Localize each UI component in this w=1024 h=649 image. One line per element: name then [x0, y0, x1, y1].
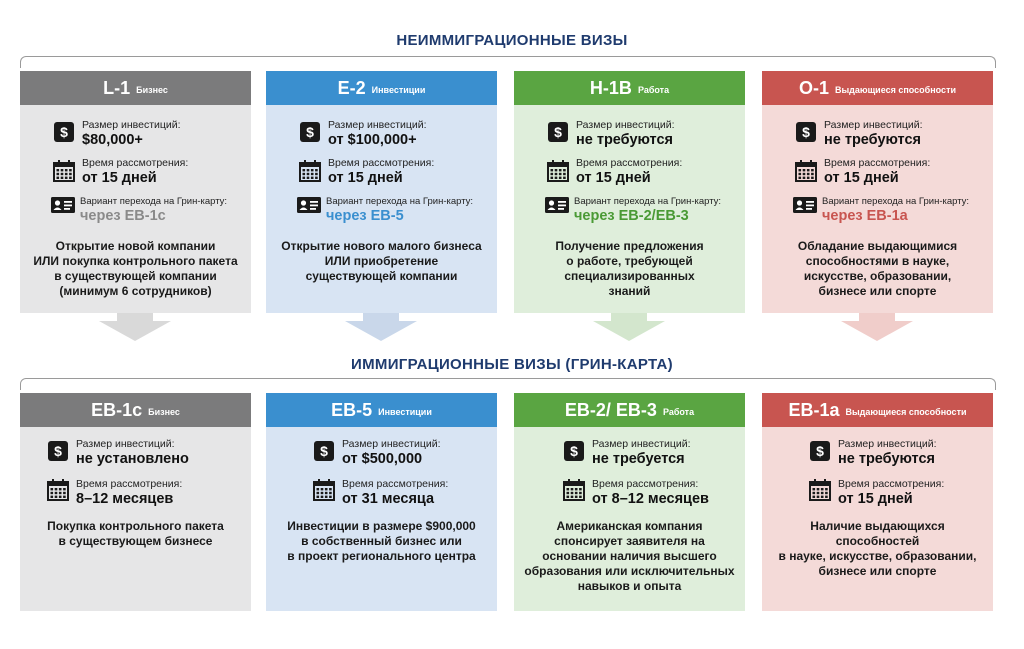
card-body	[20, 427, 251, 611]
card-header	[762, 71, 993, 105]
investment-value: не требуются	[838, 451, 935, 467]
card-header	[514, 71, 745, 105]
calendar-icon	[53, 160, 75, 187]
greencard-path-label: Вариант перехода на Грин-карту:	[80, 196, 228, 207]
processing-time-value: 8–12 месяцев	[76, 491, 174, 507]
calendar-icon	[563, 479, 585, 506]
visa-code: EB-2/ EB-3	[564, 399, 657, 420]
calendar-icon	[795, 160, 817, 187]
investment-label: Размер инвестиций:	[82, 119, 181, 131]
dollar-icon: $	[564, 441, 584, 461]
card-description	[24, 519, 247, 549]
visa-category: Работа	[662, 407, 695, 417]
visa-code: E-2	[337, 77, 366, 98]
description-line: бизнесе или спорте	[818, 564, 937, 578]
card-body	[762, 105, 993, 313]
visa-code: EB-1a	[788, 399, 840, 420]
visa-category: Выдающиеся способности	[835, 85, 957, 95]
calendar-icon	[547, 160, 569, 187]
card-body	[266, 427, 497, 611]
description-line: Инвестиции в размере $900,000	[287, 519, 476, 533]
greencard-path-label: Вариант перехода на Грин-карту:	[574, 196, 722, 207]
top-card-3	[514, 71, 745, 313]
description-line: знаний	[608, 284, 651, 298]
calendar-icon	[47, 479, 69, 506]
visa-code: EB-1c	[91, 399, 143, 420]
dollar-icon: $	[810, 441, 830, 461]
visa-category: Инвестиции	[371, 85, 426, 95]
processing-time-value: от 15 дней	[576, 170, 651, 186]
dollar-icon: $	[54, 122, 74, 142]
arrow-down-icon	[841, 313, 913, 341]
visa-category: Выдающиеся способности	[845, 407, 967, 417]
investment-value: $80,000+	[82, 132, 143, 148]
description-line: ИЛИ приобретение	[324, 254, 439, 268]
investment-label: Размер инвестиций:	[328, 119, 427, 131]
description-line: в проект регионального центра	[287, 549, 476, 563]
processing-time-label: Время рассмотрения:	[328, 157, 435, 169]
calendar-icon	[313, 479, 335, 506]
card-header	[514, 393, 745, 427]
description-line: (минимум 6 сотрудников)	[59, 284, 212, 298]
card-description	[766, 239, 989, 299]
description-line: спонсирует заявителя на	[554, 534, 705, 548]
description-line: навыков и опыта	[577, 579, 682, 593]
processing-time-value: от 15 дней	[82, 170, 157, 186]
arrow-down-icon	[593, 313, 665, 341]
card-header	[20, 71, 251, 105]
visa-category: Бизнес	[148, 407, 180, 417]
description-line: Наличие выдающихся	[810, 519, 945, 533]
card-header	[266, 393, 497, 427]
top-card-2	[266, 71, 497, 313]
investment-label: Размер инвестиций:	[76, 438, 175, 450]
processing-time-label: Время рассмотрения:	[592, 478, 699, 490]
bottom-card-4	[762, 393, 993, 611]
description-line: способностями в науке,	[805, 254, 950, 268]
card-body	[20, 105, 251, 313]
description-line: Обладание выдающимися	[797, 239, 958, 253]
dollar-icon: $	[48, 441, 68, 461]
description-line: Открытие новой компании	[55, 239, 216, 253]
card-description	[24, 239, 247, 299]
arrow-down-icon	[99, 313, 171, 341]
top-card-4	[762, 71, 993, 313]
greencard-path-value: через EB-1c	[80, 208, 166, 224]
greencard-path-value: через EB-2/EB-3	[574, 208, 689, 224]
investment-value: не требуется	[592, 451, 685, 467]
card-body	[514, 105, 745, 313]
description-line: искусстве, образовании,	[803, 269, 952, 283]
description-line: о работе, требующей	[566, 254, 693, 268]
processing-time-label: Время рассмотрения:	[76, 478, 183, 490]
investment-value: от $100,000+	[328, 132, 417, 148]
visa-code: EB-5	[331, 399, 373, 420]
greencard-path-label: Вариант перехода на Грин-карту:	[822, 196, 970, 207]
description-line: Американская компания	[556, 519, 703, 533]
dollar-icon: $	[300, 122, 320, 142]
bottom-card-1	[20, 393, 251, 611]
calendar-icon	[809, 479, 831, 506]
investment-label: Размер инвестиций:	[592, 438, 691, 450]
description-line: Получение предложения	[555, 239, 704, 253]
processing-time-label: Время рассмотрения:	[838, 478, 945, 490]
greencard-path-value: через EB-5	[326, 208, 404, 224]
card-header	[266, 71, 497, 105]
top-bracket	[20, 56, 996, 68]
description-line: Покупка контрольного пакета	[47, 519, 224, 533]
processing-time-value: от 31 месяца	[342, 491, 435, 507]
top-section-title: НЕИММИГРАЦИОННЫЕ ВИЗЫ	[396, 32, 628, 49]
visa-code: H-1B	[589, 77, 632, 98]
card-description	[766, 519, 989, 579]
visa-category: Инвестиции	[378, 407, 432, 417]
card-header	[762, 393, 993, 427]
processing-time-value: от 8–12 месяцев	[592, 491, 709, 507]
bottom-section-title: ИММИГРАЦИОННЫЕ ВИЗЫ (ГРИН-КАРТА)	[351, 356, 673, 373]
card-body	[266, 105, 497, 313]
description-line: ИЛИ покупка контрольного пакета	[33, 254, 238, 268]
arrow-down-icon	[345, 313, 417, 341]
description-line: образования или исключительных	[524, 564, 735, 578]
description-line: Открытие нового малого бизнеса	[281, 239, 482, 253]
card-description	[518, 239, 741, 299]
card-description	[270, 239, 493, 284]
dollar-icon: $	[548, 122, 568, 142]
investment-label: Размер инвестиций:	[838, 438, 937, 450]
investment-label: Размер инвестиций:	[824, 119, 923, 131]
description-line: способностей	[835, 534, 920, 548]
greencard-path-value: через EB-1a	[822, 208, 908, 224]
description-line: бизнесе или спорте	[818, 284, 937, 298]
card-description	[270, 519, 493, 564]
description-line: специализированных	[564, 269, 695, 283]
calendar-icon	[299, 160, 321, 187]
card-body	[514, 427, 745, 611]
id-card-icon	[545, 197, 569, 218]
greencard-path-label: Вариант перехода на Грин-карту:	[326, 196, 474, 207]
dollar-icon: $	[314, 441, 334, 461]
description-line: основании наличия высшего	[542, 549, 717, 563]
description-line: в существующем бизнесе	[58, 534, 213, 548]
processing-time-label: Время рассмотрения:	[82, 157, 189, 169]
dollar-icon: $	[796, 122, 816, 142]
investment-value: не установлено	[76, 451, 189, 467]
bottom-card-3	[514, 393, 745, 611]
investment-label: Размер инвестиций:	[576, 119, 675, 131]
processing-time-value: от 15 дней	[824, 170, 899, 186]
id-card-icon	[793, 197, 817, 218]
description-line: в собственный бизнес или	[301, 534, 462, 548]
processing-time-value: от 15 дней	[838, 491, 913, 507]
bottom-card-2	[266, 393, 497, 611]
processing-time-label: Время рассмотрения:	[342, 478, 449, 490]
processing-time-value: от 15 дней	[328, 170, 403, 186]
visa-code: O-1	[798, 77, 829, 98]
top-card-1	[20, 71, 251, 313]
id-card-icon	[51, 197, 75, 218]
card-description	[518, 519, 741, 594]
bottom-bracket	[20, 378, 996, 390]
investment-value: от $500,000	[342, 451, 423, 467]
investment-label: Размер инвестиций:	[342, 438, 441, 450]
investment-value: не требуются	[824, 132, 921, 148]
description-line: в существующей компании	[54, 269, 217, 283]
investment-value: не требуются	[576, 132, 673, 148]
card-body	[762, 427, 993, 611]
id-card-icon	[297, 197, 321, 218]
visa-category: Работа	[637, 85, 670, 95]
processing-time-label: Время рассмотрения:	[824, 157, 931, 169]
description-line: в науке, искусстве, образовании,	[778, 549, 977, 563]
description-line: существующей компании	[305, 269, 458, 283]
processing-time-label: Время рассмотрения:	[576, 157, 683, 169]
visa-code: L-1	[103, 77, 131, 98]
visa-category: Бизнес	[136, 85, 168, 95]
card-header	[20, 393, 251, 427]
